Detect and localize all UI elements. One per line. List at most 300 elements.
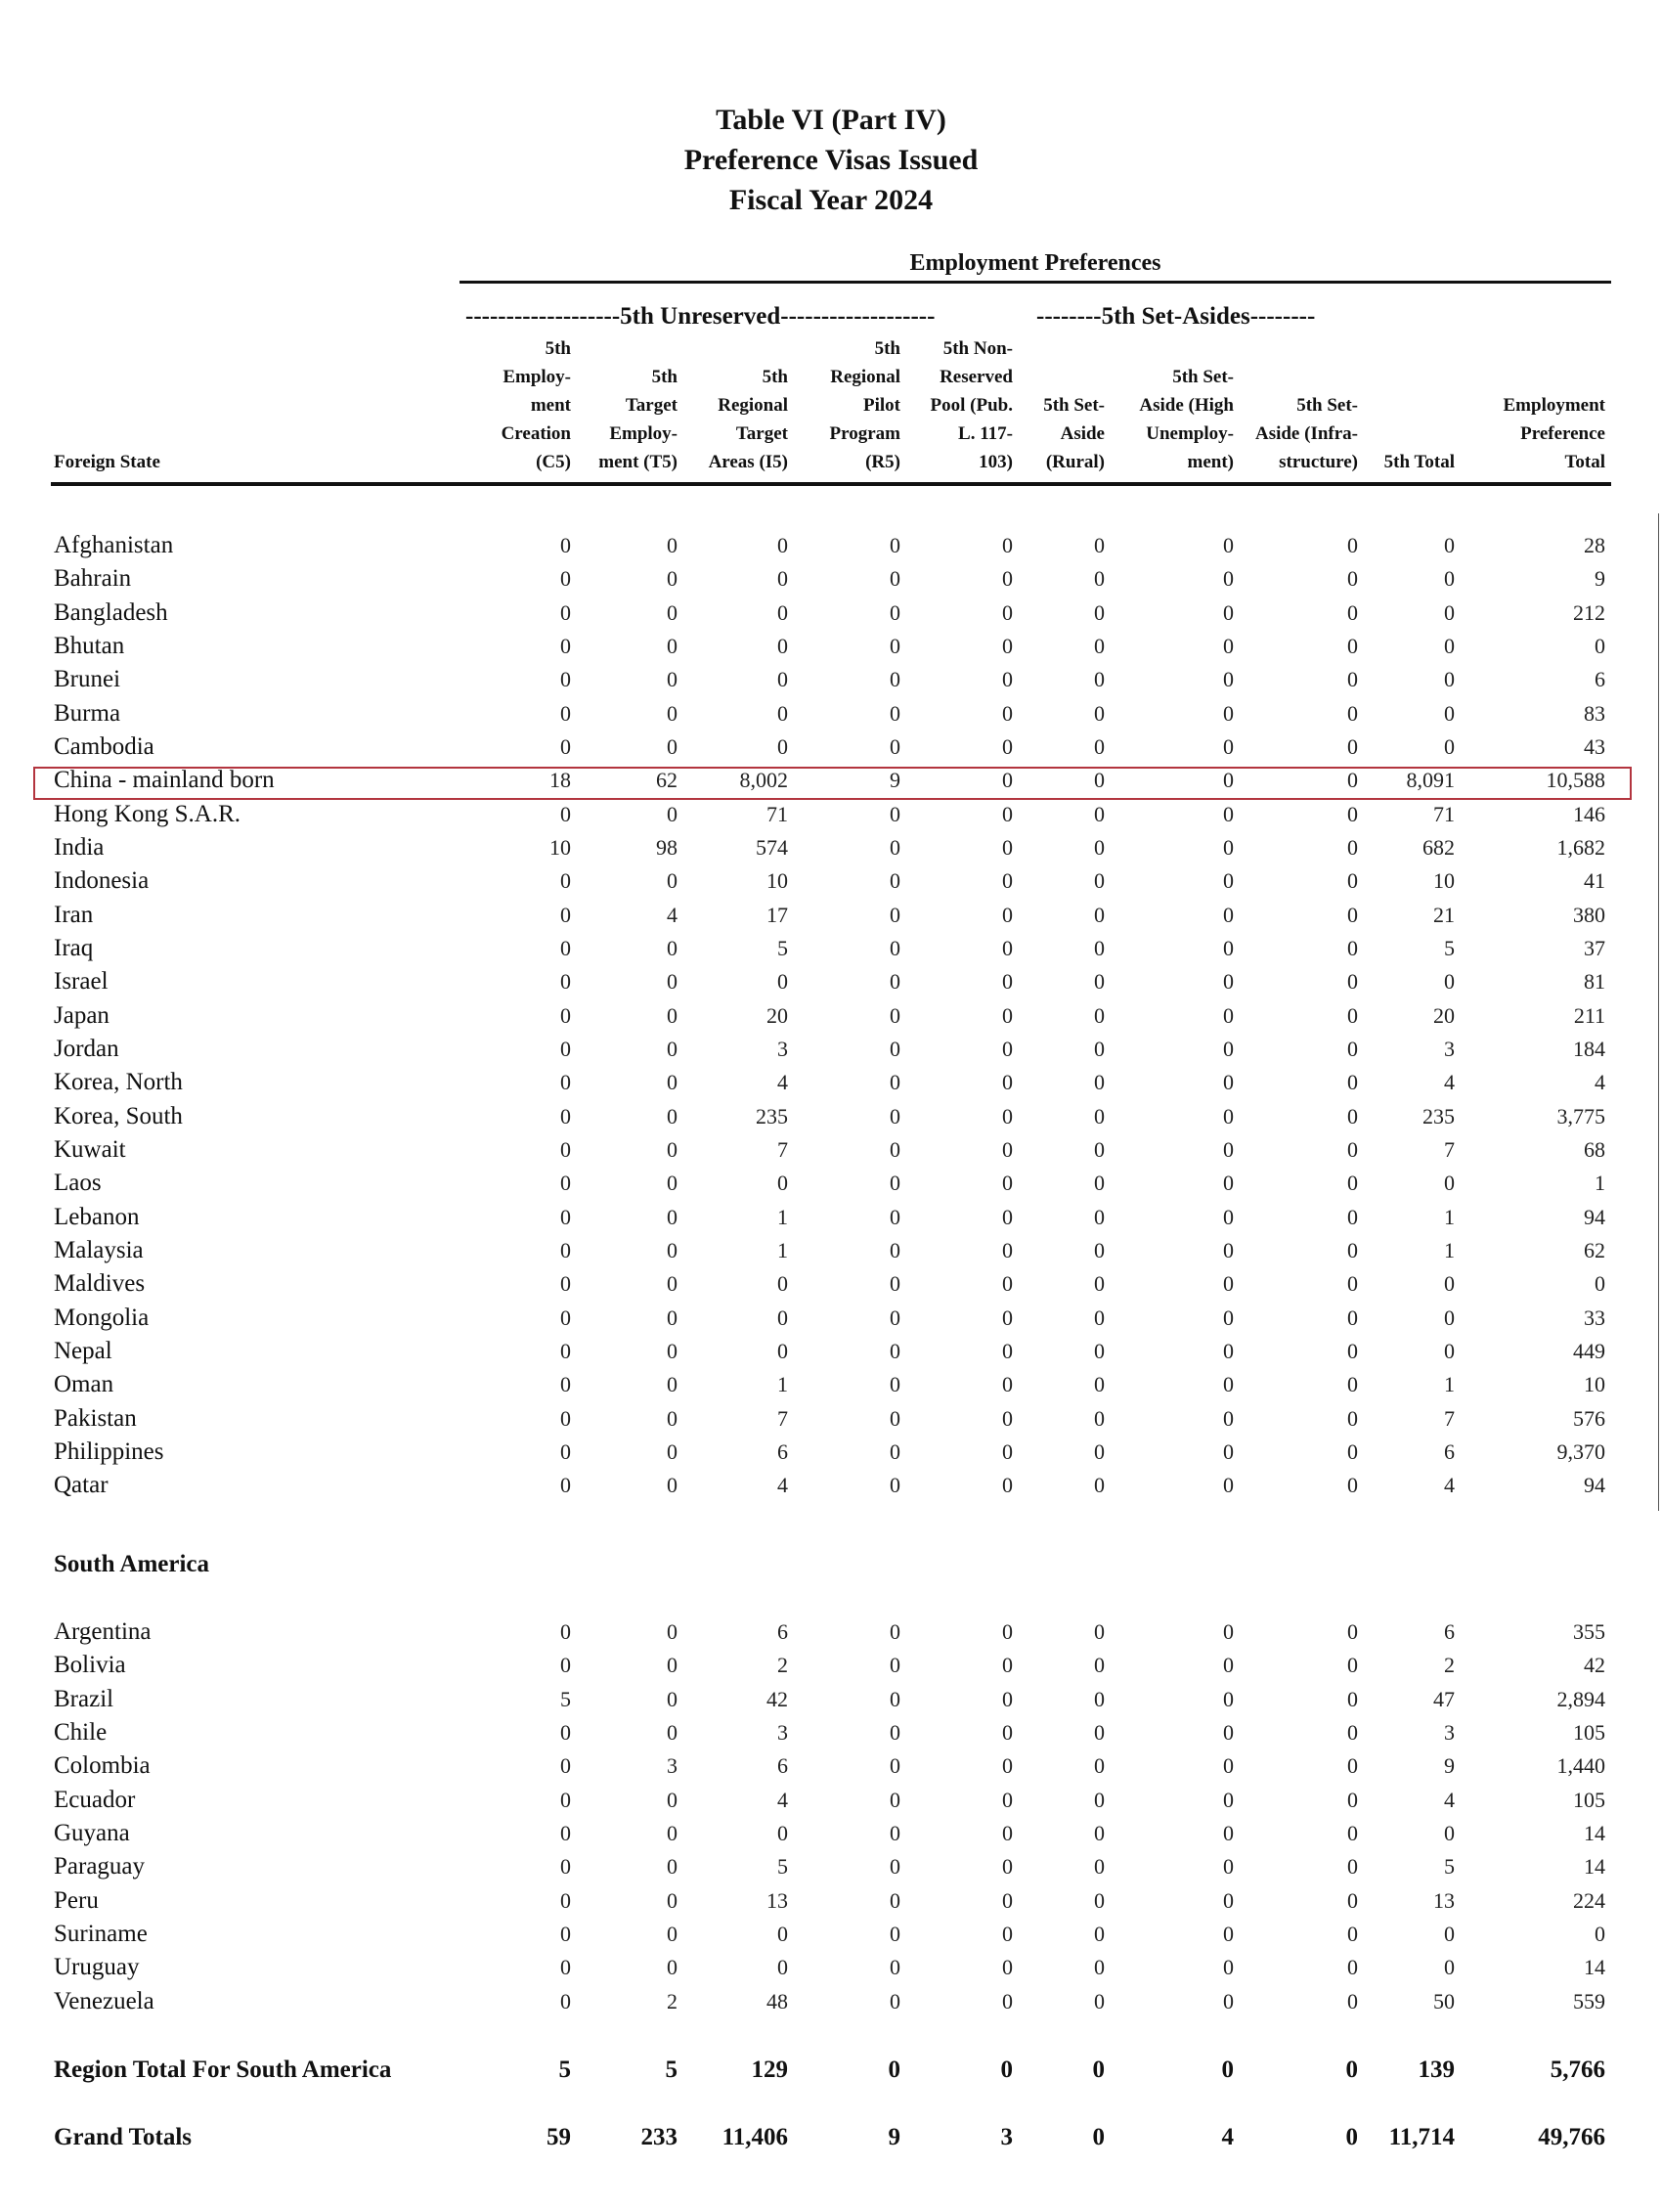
table-subtitle: Preference Visas Issued <box>683 144 979 176</box>
table-row-cell-rural: 0 <box>1094 768 1105 792</box>
table-row-cell-c5: 0 <box>560 1305 571 1330</box>
table-row-cell-rural: 0 <box>1094 903 1105 927</box>
table-row-cell-i5: 6 <box>777 1439 788 1464</box>
table-row-cell-r5: 0 <box>890 1037 900 1061</box>
table-row-cell-high_unemp: 0 <box>1223 1205 1234 1229</box>
table-row-cell-t5: 0 <box>667 1171 678 1195</box>
table-row-cell-t5: 4 <box>667 903 678 927</box>
region-total-row-cell-emp_total: 5,766 <box>1550 2057 1605 2083</box>
table-row-cell-infra: 0 <box>1347 1753 1358 1778</box>
table-row-cell-r5: 0 <box>890 533 900 557</box>
table-row-cell-infra: 0 <box>1347 903 1358 927</box>
table-row-label: Laos <box>54 1170 102 1196</box>
column-header-line: Aside (High <box>1139 395 1234 416</box>
table-row-cell-total5: 0 <box>1444 1922 1455 1946</box>
table-row-cell-nonreserved: 0 <box>1002 1854 1013 1879</box>
region-total-row-cell-c5: 5 <box>558 2057 571 2083</box>
table-row-cell-r5: 0 <box>890 936 900 960</box>
table-row-cell-r5: 0 <box>890 634 900 658</box>
table-row-cell-r5: 0 <box>890 1003 900 1028</box>
table-row-cell-rural: 0 <box>1094 1619 1105 1644</box>
table-row-cell-infra: 0 <box>1347 1339 1358 1363</box>
grand-totals-row-cell-high_unemp: 4 <box>1221 2124 1234 2150</box>
table-row-cell-emp_total: 146 <box>1573 802 1605 826</box>
table-row-cell-total5: 0 <box>1444 634 1455 658</box>
table-row-cell-high_unemp: 0 <box>1223 1171 1234 1195</box>
table-row-cell-nonreserved: 0 <box>1002 868 1013 893</box>
table-row-cell-high_unemp: 0 <box>1223 1653 1234 1677</box>
table-row-cell-i5: 0 <box>777 1922 788 1946</box>
table-row-cell-infra: 0 <box>1347 1037 1358 1061</box>
table-row-cell-c5: 0 <box>560 802 571 826</box>
table-row-cell-total5: 0 <box>1444 734 1455 759</box>
table-row-cell-t5: 0 <box>667 936 678 960</box>
column-header-line: ment) <box>1187 452 1234 472</box>
table-row-cell-nonreserved: 0 <box>1002 1473 1013 1497</box>
table-row-label: Uruguay <box>54 1954 140 1980</box>
table-row-cell-nonreserved: 0 <box>1002 1922 1013 1946</box>
table-row-cell-i5: 5 <box>777 936 788 960</box>
table-row-cell-t5: 0 <box>667 1238 678 1262</box>
table-row-cell-r5: 9 <box>890 768 900 792</box>
table-row-cell-infra: 0 <box>1347 1788 1358 1812</box>
table-row-label: Bolivia <box>54 1652 126 1678</box>
table-row-cell-nonreserved: 0 <box>1002 634 1013 658</box>
table-row-label: Bahrain <box>54 565 132 592</box>
table-row-cell-t5: 0 <box>667 634 678 658</box>
table-row-cell-high_unemp: 0 <box>1223 868 1234 893</box>
table-row-cell-total5: 682 <box>1422 835 1455 860</box>
table-row-cell-i5: 0 <box>777 634 788 658</box>
table-row-cell-r5: 0 <box>890 734 900 759</box>
table-row-cell-nonreserved: 0 <box>1002 1406 1013 1431</box>
table-row-cell-c5: 0 <box>560 936 571 960</box>
table-row-cell-r5: 0 <box>890 1171 900 1195</box>
table-row-cell-infra: 0 <box>1347 835 1358 860</box>
column-header-c5 <box>502 337 571 476</box>
table-row-cell-c5: 0 <box>560 1753 571 1778</box>
table-row-cell-nonreserved: 0 <box>1002 734 1013 759</box>
table-row-cell-r5: 0 <box>890 1205 900 1229</box>
table-row-cell-total5: 50 <box>1433 1989 1455 2013</box>
column-header-line: ment (T5) <box>598 452 678 472</box>
grand-totals-row-cell-c5: 59 <box>547 2124 571 2150</box>
column-header-line: Preference <box>1520 423 1605 444</box>
table-row-cell-rural: 0 <box>1094 936 1105 960</box>
table-row-cell-i5: 42 <box>766 1687 788 1711</box>
table-row-cell-high_unemp: 0 <box>1223 533 1234 557</box>
table-row-cell-total5: 5 <box>1444 1854 1455 1879</box>
table-row-label: Guyana <box>54 1820 130 1846</box>
table-row-cell-total5: 7 <box>1444 1137 1455 1162</box>
table-row-cell-t5: 0 <box>667 1821 678 1845</box>
table-row-cell-high_unemp: 0 <box>1223 1619 1234 1644</box>
table-row-cell-r5: 0 <box>890 1720 900 1745</box>
column-header-i5 <box>709 337 788 476</box>
table-row-cell-emp_total: 1,682 <box>1556 835 1605 860</box>
table-row-cell-i5: 0 <box>777 600 788 625</box>
table-row-cell-infra: 0 <box>1347 936 1358 960</box>
table-row-cell-total5: 0 <box>1444 1955 1455 1979</box>
region-total-row-cell-nonreserved: 0 <box>1000 2057 1013 2083</box>
table-row-cell-t5: 0 <box>667 802 678 826</box>
table-row-cell-total5: 0 <box>1444 1171 1455 1195</box>
table-row-cell-total5: 6 <box>1444 1619 1455 1644</box>
table-row-cell-emp_total: 10 <box>1584 1372 1605 1396</box>
column-header-line: Unemploy- <box>1146 423 1234 444</box>
table-row-cell-nonreserved: 0 <box>1002 566 1013 591</box>
table-row-label: Hong Kong S.A.R. <box>54 801 241 827</box>
table-row-cell-i5: 13 <box>766 1888 788 1913</box>
grand-totals-row-cell-rural: 0 <box>1092 2124 1105 2150</box>
table-row-cell-high_unemp: 0 <box>1223 1271 1234 1296</box>
table-row-cell-nonreserved: 0 <box>1002 1888 1013 1913</box>
table-row-cell-emp_total: 1,440 <box>1556 1753 1605 1778</box>
table-row-cell-rural: 0 <box>1094 868 1105 893</box>
table-row-cell-high_unemp: 0 <box>1223 768 1234 792</box>
table-row-cell-total5: 0 <box>1444 1305 1455 1330</box>
table-row-cell-t5: 0 <box>667 1339 678 1363</box>
table-row-cell-nonreserved: 0 <box>1002 1271 1013 1296</box>
table-row-cell-infra: 0 <box>1347 1205 1358 1229</box>
table-row-cell-i5: 8,002 <box>739 768 788 792</box>
table-row-cell-total5: 4 <box>1444 1788 1455 1812</box>
table-row-cell-i5: 1 <box>777 1205 788 1229</box>
table-row-cell-r5: 0 <box>890 969 900 994</box>
table-row-cell-high_unemp: 0 <box>1223 1922 1234 1946</box>
table-row-cell-nonreserved: 0 <box>1002 1104 1013 1128</box>
table-row-cell-emp_total: 4 <box>1595 1070 1605 1094</box>
column-header-infra <box>1255 337 1358 476</box>
table-row-cell-rural: 0 <box>1094 1687 1105 1711</box>
column-header-line: Regional <box>830 367 900 387</box>
table-row-label: Qatar <box>54 1472 109 1498</box>
table-row-cell-c5: 0 <box>560 1989 571 2013</box>
table-row-cell-emp_total: 211 <box>1573 1003 1605 1028</box>
table-row-cell-high_unemp: 0 <box>1223 1372 1234 1396</box>
table-row-cell-nonreserved: 0 <box>1002 835 1013 860</box>
column-header-line: Employ- <box>503 367 571 387</box>
table-row-cell-t5: 0 <box>667 600 678 625</box>
table-row-cell-t5: 0 <box>667 701 678 726</box>
table-row-cell-nonreserved: 0 <box>1002 1439 1013 1464</box>
table-row-label: Afghanistan <box>54 532 174 558</box>
table-row-cell-nonreserved: 0 <box>1002 903 1013 927</box>
table-row-cell-t5: 0 <box>667 1372 678 1396</box>
region-total-row-cell-i5: 129 <box>751 2057 788 2083</box>
table-row-cell-high_unemp: 0 <box>1223 1821 1234 1845</box>
table-row-cell-infra: 0 <box>1347 969 1358 994</box>
table-row-cell-c5: 0 <box>560 868 571 893</box>
table-row-cell-t5: 0 <box>667 1955 678 1979</box>
table-row-label: Malaysia <box>54 1237 144 1263</box>
table-row-cell-rural: 0 <box>1094 701 1105 726</box>
table-row-cell-r5: 0 <box>890 1788 900 1812</box>
column-header-t5 <box>598 337 678 476</box>
table-row-cell-emp_total: 83 <box>1584 701 1605 726</box>
unreserved-group-label: -------------------5th Unreserved------------------- <box>465 303 936 330</box>
table-row-cell-c5: 0 <box>560 1070 571 1094</box>
table-row-cell-rural: 0 <box>1094 1720 1105 1745</box>
table-row-cell-i5: 3 <box>777 1037 788 1061</box>
table-row-cell-emp_total: 9 <box>1595 566 1605 591</box>
table-row-cell-total5: 20 <box>1433 1003 1455 1028</box>
column-header-line: Target <box>735 423 788 444</box>
column-header-line: 5th <box>651 367 678 387</box>
table-row-cell-rural: 0 <box>1094 1070 1105 1094</box>
table-row-label: Maldives <box>54 1270 146 1297</box>
column-header-line: 5th <box>545 338 571 359</box>
table-row-cell-r5: 0 <box>890 1473 900 1497</box>
table-row-cell-r5: 0 <box>890 1070 900 1094</box>
table-row-cell-r5: 0 <box>890 835 900 860</box>
table-row-cell-total5: 71 <box>1433 802 1455 826</box>
grand-totals-row-cell-r5: 9 <box>888 2124 900 2150</box>
table-row-cell-high_unemp: 0 <box>1223 1003 1234 1028</box>
table-row-cell-rural: 0 <box>1094 969 1105 994</box>
column-header-line: Reserved <box>940 367 1013 387</box>
table-row-cell-emp_total: 576 <box>1573 1406 1605 1431</box>
table-row-label: Brazil <box>54 1686 114 1712</box>
table-row-cell-high_unemp: 0 <box>1223 802 1234 826</box>
table-row-cell-rural: 0 <box>1094 1406 1105 1431</box>
table-row-cell-c5: 0 <box>560 1653 571 1677</box>
column-header-line: Aside <box>1060 423 1105 444</box>
column-header-line: Program <box>829 423 900 444</box>
table-row-cell-total5: 1 <box>1444 1205 1455 1229</box>
table-row-cell-nonreserved: 0 <box>1002 1305 1013 1330</box>
table-row-cell-total5: 0 <box>1444 1821 1455 1845</box>
table-row-cell-r5: 0 <box>890 1137 900 1162</box>
table-row-cell-rural: 0 <box>1094 1205 1105 1229</box>
table-row-cell-total5: 0 <box>1444 701 1455 726</box>
table-row-cell-infra: 0 <box>1347 1821 1358 1845</box>
table-row-cell-i5: 4 <box>777 1788 788 1812</box>
table-row-cell-r5: 0 <box>890 701 900 726</box>
table-row-cell-total5: 0 <box>1444 969 1455 994</box>
table-row-cell-c5: 0 <box>560 701 571 726</box>
table-row-cell-nonreserved: 0 <box>1002 1171 1013 1195</box>
column-header-line: Target <box>625 395 678 416</box>
table-row-cell-i5: 20 <box>766 1003 788 1028</box>
table-row-cell-c5: 0 <box>560 1888 571 1913</box>
column-header-line: 5th Total <box>1383 452 1455 472</box>
table-row-cell-rural: 0 <box>1094 566 1105 591</box>
table-row-cell-total5: 10 <box>1433 868 1455 893</box>
table-row-cell-t5: 0 <box>667 868 678 893</box>
grand-totals-row-cell-infra: 0 <box>1345 2124 1358 2150</box>
table-row-cell-c5: 0 <box>560 969 571 994</box>
table-row-cell-infra: 0 <box>1347 701 1358 726</box>
table-row-cell-nonreserved: 0 <box>1002 701 1013 726</box>
table-row-cell-nonreserved: 0 <box>1002 1137 1013 1162</box>
table-row-cell-nonreserved: 0 <box>1002 802 1013 826</box>
column-header-line: Aside (Infra- <box>1254 423 1358 444</box>
table-row-cell-emp_total: 105 <box>1573 1720 1605 1745</box>
table-row-cell-i5: 0 <box>777 1339 788 1363</box>
column-header-line: Creation <box>501 423 571 444</box>
table-row-cell-infra: 0 <box>1347 1305 1358 1330</box>
table-row-cell-t5: 0 <box>667 1070 678 1094</box>
table-row-label: Japan <box>54 1002 109 1029</box>
region-total-row-cell-r5: 0 <box>888 2057 900 2083</box>
table-row-cell-high_unemp: 0 <box>1223 936 1234 960</box>
table-row-cell-r5: 0 <box>890 1955 900 1979</box>
table-row-cell-high_unemp: 0 <box>1223 600 1234 625</box>
table-row-cell-c5: 18 <box>549 768 571 792</box>
table-row-cell-c5: 10 <box>549 835 571 860</box>
table-row-label: Venezuela <box>54 1988 154 2014</box>
table-row-cell-total5: 7 <box>1444 1406 1455 1431</box>
table-row-cell-rural: 0 <box>1094 1955 1105 1979</box>
table-row-cell-c5: 0 <box>560 1788 571 1812</box>
table-row-cell-c5: 0 <box>560 1922 571 1946</box>
table-row-cell-total5: 4 <box>1444 1473 1455 1497</box>
table-row-cell-nonreserved: 0 <box>1002 533 1013 557</box>
table-row-cell-t5: 0 <box>667 1305 678 1330</box>
table-row-cell-i5: 7 <box>777 1406 788 1431</box>
table-row-cell-emp_total: 3,775 <box>1556 1104 1605 1128</box>
table-row-cell-rural: 0 <box>1094 1821 1105 1845</box>
table-row-cell-c5: 0 <box>560 600 571 625</box>
table-row-cell-high_unemp: 0 <box>1223 701 1234 726</box>
table-row-cell-infra: 0 <box>1347 566 1358 591</box>
table-row-cell-total5: 0 <box>1444 566 1455 591</box>
table-row-label: Ecuador <box>54 1787 136 1813</box>
column-header-line: Foreign State <box>54 452 160 472</box>
table-row-cell-rural: 0 <box>1094 835 1105 860</box>
region-total-row-cell-high_unemp: 0 <box>1221 2057 1234 2083</box>
table-row-cell-high_unemp: 0 <box>1223 903 1234 927</box>
table-row-cell-c5: 0 <box>560 1271 571 1296</box>
table-row-cell-i5: 4 <box>777 1070 788 1094</box>
table-row-cell-i5: 574 <box>756 835 788 860</box>
table-row-cell-nonreserved: 0 <box>1002 1205 1013 1229</box>
table-row-cell-rural: 0 <box>1094 1653 1105 1677</box>
grand-totals-row-cell-nonreserved: 3 <box>1000 2124 1013 2150</box>
table-row-cell-c5: 0 <box>560 667 571 691</box>
table-row-cell-r5: 0 <box>890 1305 900 1330</box>
table-row-cell-infra: 0 <box>1347 1406 1358 1431</box>
table-title: Table VI (Part IV) <box>716 104 946 136</box>
table-row-cell-infra: 0 <box>1347 1439 1358 1464</box>
table-row-cell-r5: 0 <box>890 1238 900 1262</box>
table-row-cell-emp_total: 42 <box>1584 1653 1605 1677</box>
table-row-cell-c5: 0 <box>560 1473 571 1497</box>
column-header-line: 5th Set- <box>1296 395 1358 416</box>
table-row-cell-i5: 0 <box>777 533 788 557</box>
table-row-cell-nonreserved: 0 <box>1002 1955 1013 1979</box>
table-row-cell-r5: 0 <box>890 1406 900 1431</box>
table-row-cell-total5: 13 <box>1433 1888 1455 1913</box>
table-row-cell-rural: 0 <box>1094 1003 1105 1028</box>
table-row-cell-emp_total: 355 <box>1573 1619 1605 1644</box>
table-row-cell-infra: 0 <box>1347 1171 1358 1195</box>
table-row-cell-c5: 0 <box>560 1955 571 1979</box>
table-row-cell-total5: 2 <box>1444 1653 1455 1677</box>
table-row-label: Korea, North <box>54 1069 183 1095</box>
table-row-cell-nonreserved: 0 <box>1002 667 1013 691</box>
grand-totals-row-cell-emp_total: 49,766 <box>1538 2124 1605 2150</box>
table-row-cell-r5: 0 <box>890 903 900 927</box>
table-row-cell-high_unemp: 0 <box>1223 1753 1234 1778</box>
table-row-label: Brunei <box>54 666 121 692</box>
table-row-cell-high_unemp: 0 <box>1223 1989 1234 2013</box>
table-row-cell-i5: 2 <box>777 1653 788 1677</box>
table-row-cell-infra: 0 <box>1347 802 1358 826</box>
column-header-line: Total <box>1564 452 1605 472</box>
table-row-cell-t5: 0 <box>667 1788 678 1812</box>
table-row-cell-high_unemp: 0 <box>1223 1137 1234 1162</box>
table-row-cell-i5: 1 <box>777 1372 788 1396</box>
table-row-cell-total5: 0 <box>1444 1271 1455 1296</box>
table-row-label: Bhutan <box>54 633 125 659</box>
table-row-cell-r5: 0 <box>890 667 900 691</box>
column-header-line: 5th Set- <box>1172 367 1234 387</box>
region-total-row-cell-t5: 5 <box>665 2057 678 2083</box>
table-row-cell-t5: 0 <box>667 1720 678 1745</box>
table-row-cell-r5: 0 <box>890 1619 900 1644</box>
table-row-cell-high_unemp: 0 <box>1223 1854 1234 1879</box>
table-row-cell-nonreserved: 0 <box>1002 1372 1013 1396</box>
column-header-line: Regional <box>718 395 788 416</box>
table-row-cell-r5: 0 <box>890 1439 900 1464</box>
table-row-cell-c5: 0 <box>560 1003 571 1028</box>
column-header-line: 5th <box>874 338 900 359</box>
table-row-cell-t5: 0 <box>667 1687 678 1711</box>
table-row-cell-t5: 0 <box>667 1271 678 1296</box>
table-row-cell-infra: 0 <box>1347 600 1358 625</box>
table-row-cell-total5: 3 <box>1444 1720 1455 1745</box>
table-row-cell-infra: 0 <box>1347 1372 1358 1396</box>
table-row-cell-total5: 5 <box>1444 936 1455 960</box>
table-row-cell-emp_total: 62 <box>1584 1238 1605 1262</box>
table-row-label: Kuwait <box>54 1136 126 1163</box>
table-row-cell-emp_total: 37 <box>1584 936 1605 960</box>
column-header-line: 5th <box>762 367 788 387</box>
table-row-cell-c5: 0 <box>560 1037 571 1061</box>
table-row-cell-r5: 0 <box>890 1339 900 1363</box>
table-row-cell-total5: 1 <box>1444 1372 1455 1396</box>
table-row-cell-rural: 0 <box>1094 634 1105 658</box>
grand-totals-row-cell-total5: 11,714 <box>1388 2124 1455 2150</box>
table-row-cell-i5: 10 <box>766 868 788 893</box>
table-row-cell-high_unemp: 0 <box>1223 1406 1234 1431</box>
table-row-cell-emp_total: 28 <box>1584 533 1605 557</box>
table-row-cell-infra: 0 <box>1347 1137 1358 1162</box>
table-row-label: Chile <box>54 1719 108 1746</box>
table-row-cell-rural: 0 <box>1094 1238 1105 1262</box>
table-row-cell-rural: 0 <box>1094 1171 1105 1195</box>
table-row-cell-infra: 0 <box>1347 1003 1358 1028</box>
table-row-cell-high_unemp: 0 <box>1223 1104 1234 1128</box>
table-row-cell-i5: 0 <box>777 1955 788 1979</box>
table-row-cell-i5: 0 <box>777 566 788 591</box>
table-row-cell-c5: 0 <box>560 1137 571 1162</box>
table-row-cell-c5: 0 <box>560 566 571 591</box>
table-row-cell-emp_total: 94 <box>1584 1473 1605 1497</box>
table-row-cell-i5: 1 <box>777 1238 788 1262</box>
table-row-cell-high_unemp: 0 <box>1223 1720 1234 1745</box>
table-row-cell-emp_total: 68 <box>1584 1137 1605 1162</box>
column-header-line: Employ- <box>609 423 678 444</box>
table-row-cell-nonreserved: 0 <box>1002 1619 1013 1644</box>
table-row-cell-high_unemp: 0 <box>1223 667 1234 691</box>
table-row-cell-nonreserved: 0 <box>1002 1339 1013 1363</box>
region-total-row-cell-total5: 139 <box>1418 2057 1455 2083</box>
table-row-cell-rural: 0 <box>1094 1922 1105 1946</box>
column-header-line: Pool (Pub. <box>930 395 1013 416</box>
